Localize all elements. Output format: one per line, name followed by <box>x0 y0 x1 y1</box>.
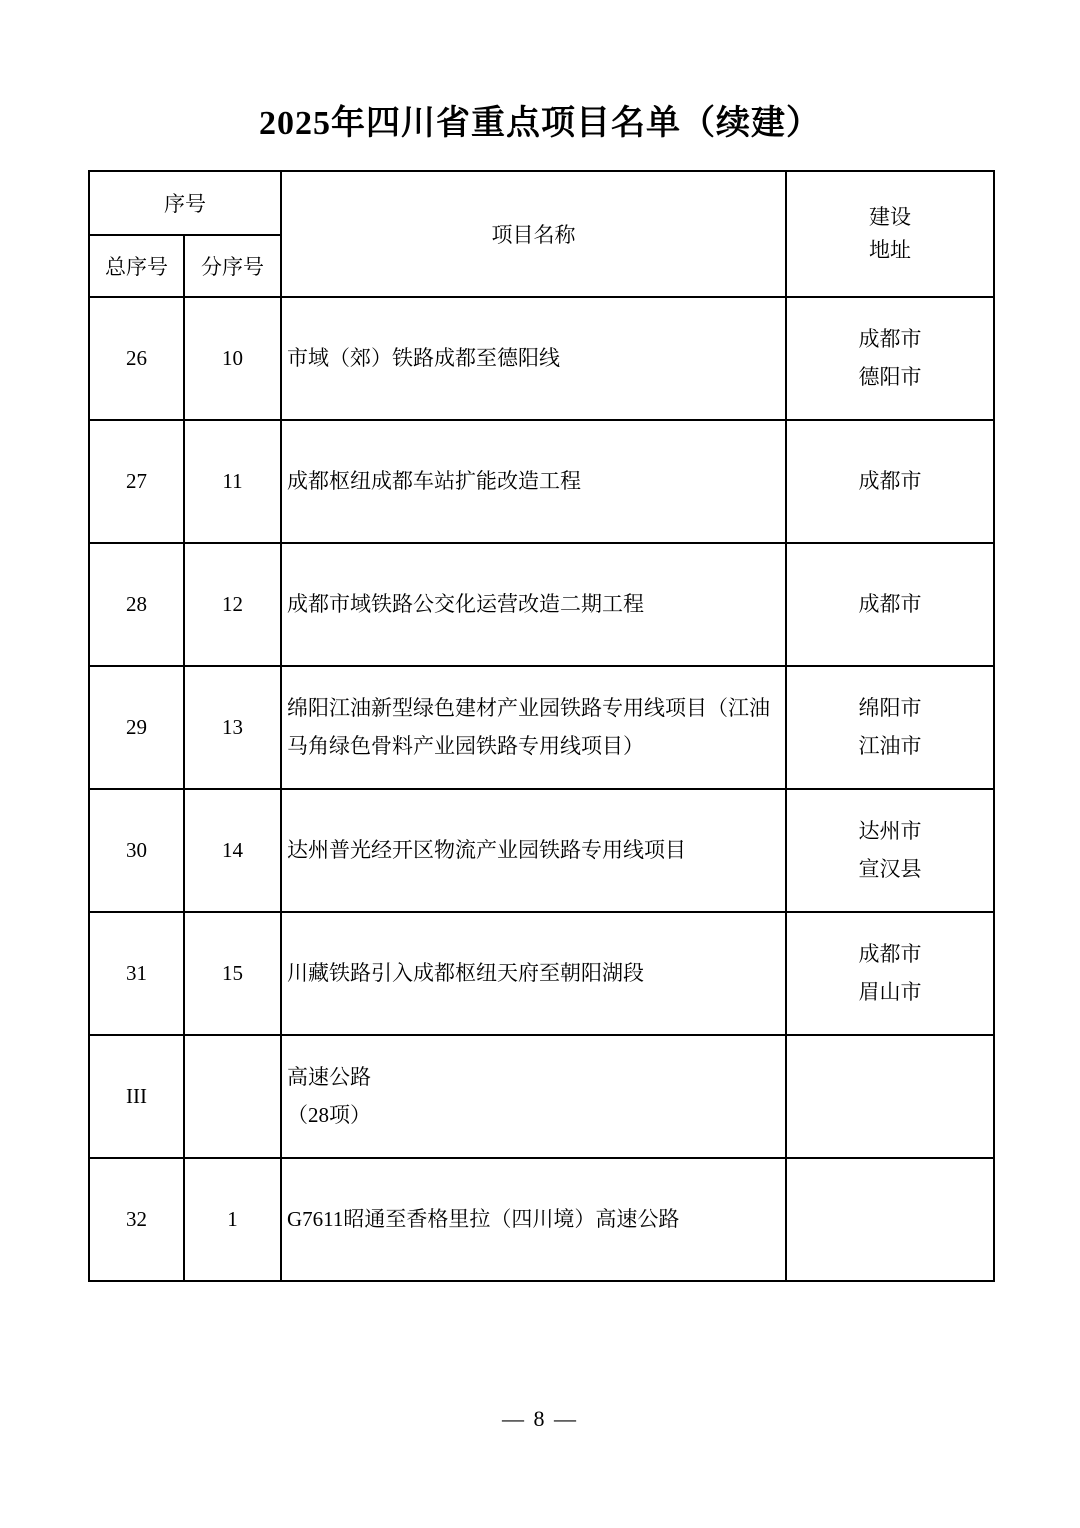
cell-total-serial: 28 <box>89 543 184 666</box>
cell-project-name: 川藏铁路引入成都枢纽天府至朝阳湖段 <box>281 912 786 1035</box>
location-line: 宣汉县 <box>858 856 922 881</box>
header-build-location-line1: 建设 <box>869 205 911 230</box>
location-line: 成都市 <box>858 941 922 966</box>
cell-sub-serial: 1 <box>184 1158 281 1281</box>
header-total-serial: 总序号 <box>89 235 184 297</box>
cell-total-serial: 32 <box>89 1158 184 1281</box>
cell-project-name: 成都市域铁路公交化运营改造二期工程 <box>281 543 786 666</box>
table-row <box>89 297 994 420</box>
location-line: 成都市 <box>858 591 922 616</box>
projects-table <box>88 170 995 1282</box>
document-title: 2025年四川省重点项目名单（续建） <box>259 105 821 142</box>
table-row <box>89 543 994 666</box>
header-build-location-line2: 地址 <box>869 238 911 262</box>
header-build-location <box>786 171 994 297</box>
location-line: 江油市 <box>858 733 922 758</box>
cell-build-location <box>786 912 994 1035</box>
cell-project-name: 成都枢纽成都车站扩能改造工程 <box>281 420 786 543</box>
cell-total-serial: 29 <box>89 666 184 789</box>
cell-project-name <box>281 1035 786 1158</box>
header-serial: 序号 <box>89 171 281 235</box>
cell-sub-serial: 13 <box>184 666 281 789</box>
table-header-row-1 <box>89 171 994 235</box>
location-line: 达州市 <box>858 818 922 843</box>
cell-build-location <box>786 1035 994 1158</box>
page-number: — 8 — <box>502 1406 578 1431</box>
cell-project-name: 达州普光经开区物流产业园铁路专用线项目 <box>281 789 786 912</box>
cell-build-location <box>786 1158 994 1281</box>
cell-sub-serial: 12 <box>184 543 281 666</box>
cell-total-serial: 26 <box>89 297 184 420</box>
table-row <box>89 420 994 543</box>
table-row <box>89 912 994 1035</box>
table-row <box>89 1158 994 1281</box>
cell-build-location <box>786 543 994 666</box>
cell-sub-serial <box>184 1035 281 1158</box>
cell-sub-serial: 14 <box>184 789 281 912</box>
header-project-name: 项目名称 <box>281 171 786 297</box>
cell-total-serial: 27 <box>89 420 184 543</box>
location-line: 绵阳市 <box>858 695 922 720</box>
table-row <box>89 789 994 912</box>
cell-sub-serial: 11 <box>184 420 281 543</box>
cell-sub-serial: 15 <box>184 912 281 1035</box>
location-line: 成都市 <box>858 326 922 351</box>
cell-project-name: 市域（郊）铁路成都至德阳线 <box>281 297 786 420</box>
cell-sub-serial: 10 <box>184 297 281 420</box>
header-sub-serial: 分序号 <box>184 235 281 297</box>
cell-project-name: G7611昭通至香格里拉（四川境）高速公路 <box>281 1158 786 1281</box>
cell-build-location <box>786 789 994 912</box>
cell-total-serial: 31 <box>89 912 184 1035</box>
table-row <box>89 666 994 789</box>
location-line: 德阳市 <box>858 364 922 389</box>
table-row <box>89 1035 994 1158</box>
location-line: 成都市 <box>858 468 922 493</box>
project-name-line: 高速公路 <box>287 1064 371 1089</box>
cell-build-location <box>786 297 994 420</box>
cell-project-name: 绵阳江油新型绿色建材产业园铁路专用线项目（江油马角绿色骨料产业园铁路专用线项目） <box>281 666 786 789</box>
cell-build-location <box>786 420 994 543</box>
location-line: 眉山市 <box>858 979 922 1004</box>
cell-total-serial: III <box>89 1035 184 1158</box>
cell-build-location <box>786 666 994 789</box>
project-name-line: （28项） <box>287 1102 371 1127</box>
cell-total-serial: 30 <box>89 789 184 912</box>
